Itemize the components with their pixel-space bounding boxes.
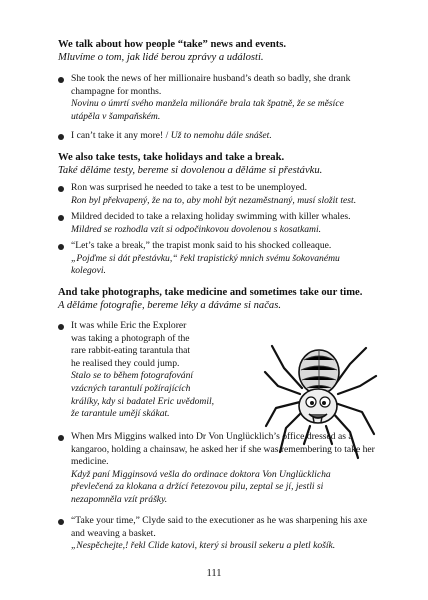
czech-translation-line: převlečená za klokana a držící řetezovou pilu, zeptal se jí, jestli si [71,481,324,493]
section-photos-medicine [58,286,378,312]
english-sentence: Mildred decided to take a relaxing holiday swimming with killer whales. [71,211,351,222]
english-line: was taking a photograph of the [71,332,190,344]
bullet-icon [58,435,64,441]
english-sentence: “Take your time,” Clyde said to the executioner as he was sharpening his axe and weaving a basket. [71,515,368,539]
list-item [58,431,376,507]
english-line: It was while Eric the Explorer [71,320,187,331]
section-heading: We talk about how people “take” news and events. [58,39,287,50]
czech-line: že tarantule umějí skákat. [71,408,170,420]
czech-translation: Mildred se rozhodla vzít si odpočinkovou dovolenou s kosatkami. [71,223,322,235]
english-sentence: Ron was surprised he needed to take a test to be unemployed. [71,182,308,193]
bullet-icon [58,77,64,83]
section-subheading: Mluvíme o tom, jak lidé berou zprávy a události. [58,52,264,63]
bullet-icon [58,324,64,330]
czech-translation: „Nespěchejte,! řekl Clide katovi, který si brousil sekeru a pletl košík. [71,540,336,552]
english-sentence: She took the news of her millionaire husband’s death so badly, she drank champagne for months. [71,73,351,97]
english-sentence: “Let’s take a break,” the trapist monk said to his shocked colleaque. [71,240,332,251]
english-line: he realised they could jump. [71,357,180,369]
english-line: rare rabbit-eating tarantula that [71,345,191,357]
english-sentence: I can’t take it any more! [71,130,164,141]
list-item [58,130,376,143]
section-heading: We also take tests, take holidays and take a break. [58,152,285,163]
czech-translation: Ron byl překvapený, že na to, aby mohl být nezaměstnaný, musí složit test. [71,194,357,206]
czech-line: vzácných tarantulí požírajících [71,382,191,394]
section-heading: And take photographs, take medicine and sometimes take our time. [58,287,363,298]
czech-line: králíky, kdy si badatel Eric uvědomil, [71,395,215,407]
czech-translation-line: utápěla v šampaňském. [71,110,161,122]
list-item [58,211,376,236]
bullet-icon [58,134,64,140]
bullet-icon [58,215,64,221]
czech-translation-line: „Pojďme si dát přestávku,“ řekl trapistický mnich svému šokovanému [71,252,340,264]
separator: / [163,130,171,141]
czech-translation-line: nezapomněla vzít prášky. [71,493,168,505]
list-item [58,515,376,553]
page-number: 111 [206,568,222,579]
czech-translation-line: Když paní Migginsová vešla do ordinace doktora Von Unglücklicha [71,468,331,480]
bullet-icon [58,186,64,192]
section-news-events [58,38,378,64]
list-item [58,182,376,207]
list-item [58,73,376,123]
czech-translation-line: kolegovi. [71,265,106,277]
czech-translation: Už to nemohu dále snášet. [170,130,272,141]
czech-line: Stalo se to během fotografování [71,370,194,382]
bullet-icon [58,244,64,250]
list-item [58,240,376,278]
section-tests-holidays [58,151,378,177]
section-subheading: A děláme fotografie, bereme léky a dáváme si načas. [58,300,281,311]
bullet-icon [58,519,64,525]
english-sentence: When Mrs Miggins walked into Dr Von Unglücklich’s office dressed as a kangaroo, holding a chainsaw, he asked her if she was remembering to take her medicine. [71,431,375,468]
czech-translation-line: Novinu o úmrtí svého manžela milionáře brala tak špatně, že se měsíce [71,98,344,110]
english-sentence-with-translation [71,130,376,143]
section-subheading: Také děláme testy, bereme si dovolenou a děláme si přestávku. [58,165,323,176]
